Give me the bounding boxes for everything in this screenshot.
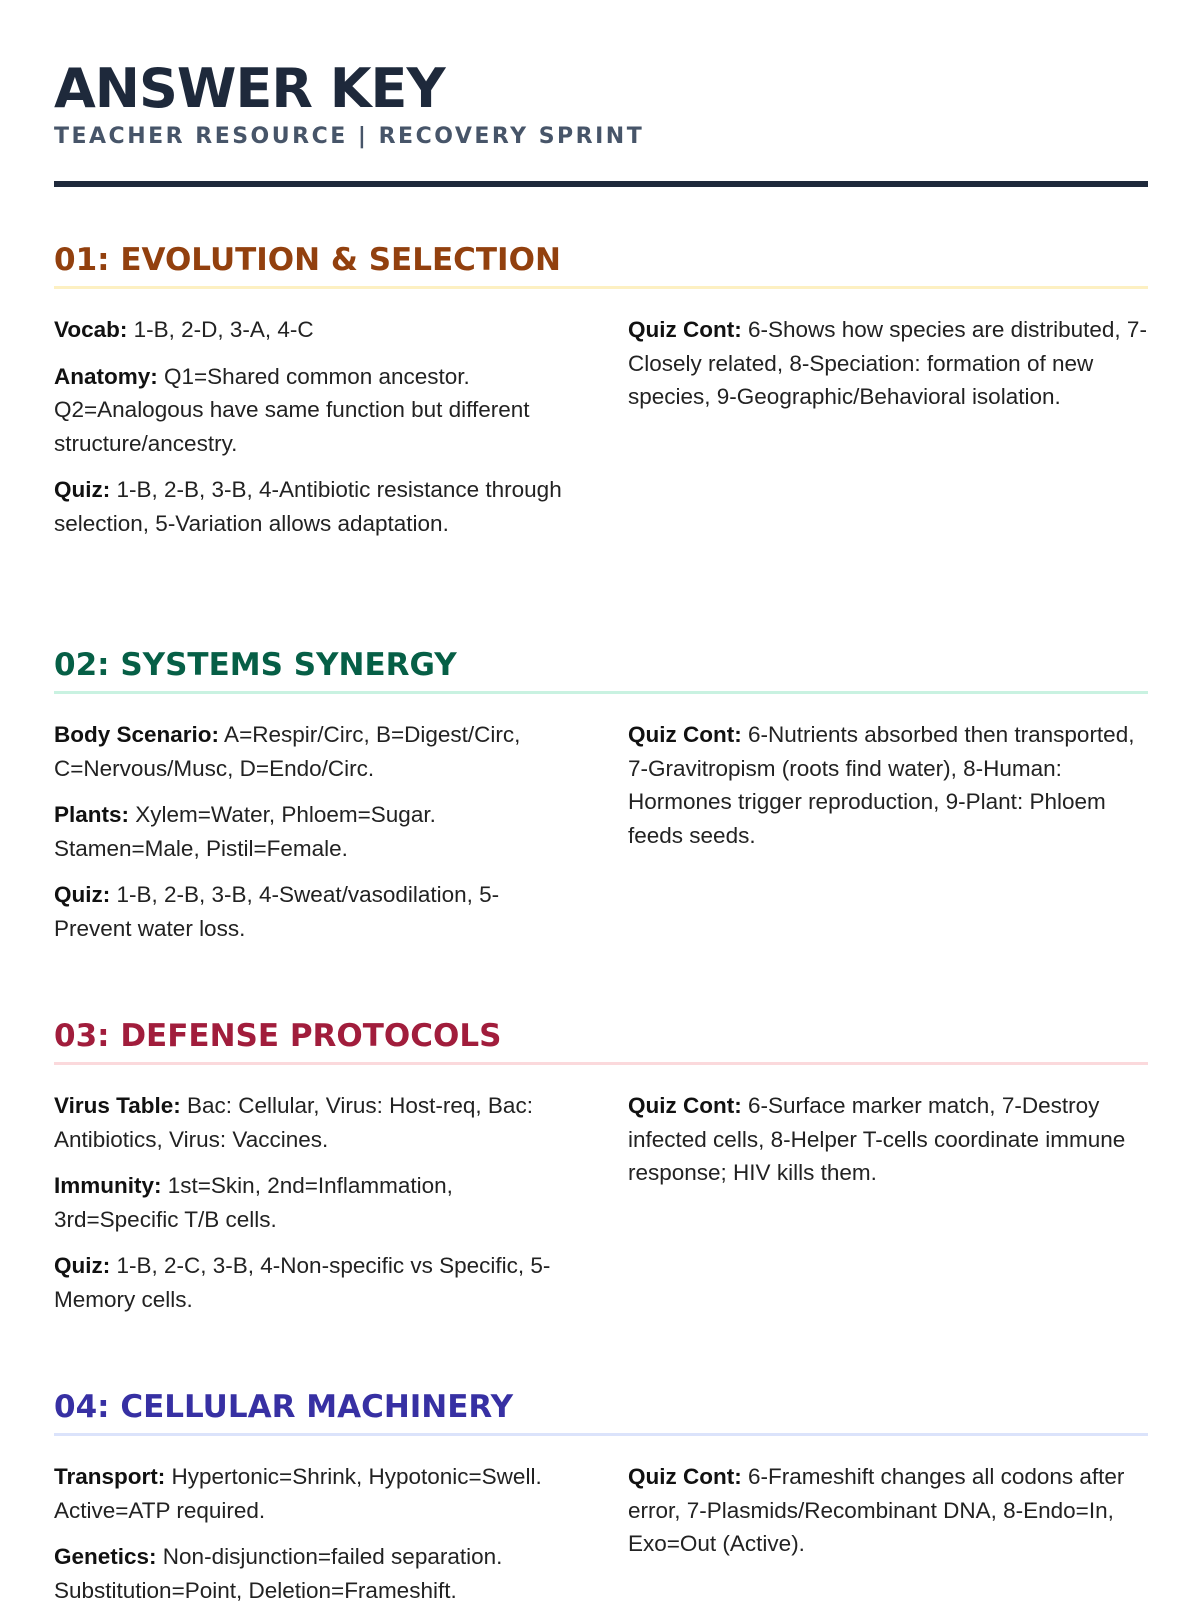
- answer-label: Quiz Cont:: [628, 1464, 742, 1489]
- page-title: ANSWER KEY: [54, 57, 445, 120]
- section-heading: 01: EVOLUTION & SELECTION: [54, 240, 1148, 289]
- answer-text: Q1=Shared common ancestor. Q2=Analogous have same function but different structure/ancestry.: [54, 363, 530, 456]
- answer-label: Plants:: [54, 802, 130, 827]
- answer-quiz-cont: [628, 313, 1148, 414]
- section-right-column: [628, 718, 1148, 865]
- answer-text: 6-Surface marker match, 7-Destroy infected cells, 8-Helper T-cells coordinate immune response; HIV kills them.: [628, 1093, 1126, 1185]
- answer-text: 1-B, 2-C, 3-B, 4-Non-specific vs Specific, 5-Memory cells.: [54, 1253, 551, 1312]
- answer-quiz-cont: [628, 1460, 1148, 1561]
- section-systems-synergy: [54, 645, 1148, 941]
- section-left-column: [54, 1089, 574, 1329]
- section-right-column: [628, 1089, 1148, 1203]
- answer-label: Quiz:: [54, 1253, 111, 1278]
- answer-label: Immunity:: [54, 1173, 162, 1198]
- answer-text: Non-disjunction=failed separation. Substitution=Point, Deletion=Frameshift.: [54, 1544, 503, 1603]
- section-right-column: [628, 313, 1148, 427]
- section-right-column: [628, 1460, 1148, 1574]
- answer-genetics: [54, 1540, 574, 1607]
- answer-text: Hypertonic=Shrink, Hypotonic=Swell. Active=ATP required.: [54, 1464, 542, 1523]
- answer-label: Transport:: [54, 1464, 166, 1489]
- answer-quiz: [54, 473, 574, 540]
- section-left-column: [54, 1460, 574, 1620]
- section-heading: 02: SYSTEMS SYNERGY: [54, 645, 1148, 694]
- answer-anatomy: [54, 360, 574, 461]
- answer-label: Anatomy:: [54, 363, 158, 389]
- answer-label: Quiz Cont:: [628, 722, 742, 747]
- header-divider: [54, 181, 1148, 187]
- answer-label: Quiz Cont:: [628, 317, 742, 342]
- section-evolution-selection: [54, 240, 1148, 536]
- answer-text: 6-Nutrients absorbed then transported, 7-Gravitropism (roots find water), 8-Human: Hormones trigger reproduction, 9-Plant: Phloem feeds seeds.: [628, 722, 1135, 848]
- answer-quiz-cont: [628, 1089, 1148, 1190]
- answer-label: Virus Table:: [54, 1093, 181, 1118]
- answer-label: Genetics:: [54, 1544, 157, 1569]
- answer-virus-table: [54, 1089, 574, 1156]
- answer-quiz: [54, 878, 574, 945]
- answer-vocab: [54, 313, 574, 347]
- answer-text: A=Respir/Circ, B=Digest/Circ, C=Nervous/Musc, D=Endo/Circ.: [54, 722, 521, 781]
- section-defense-protocols: [54, 1016, 1148, 1312]
- answer-label: Body Scenario:: [54, 722, 220, 747]
- answer-text: Bac: Cellular, Virus: Host-req, Bac: Antibiotics, Virus: Vaccines.: [54, 1093, 533, 1152]
- answer-text: 1-B, 2-D, 3-A, 4-C: [127, 317, 314, 342]
- section-heading: 04: CELLULAR MACHINERY: [54, 1387, 1148, 1436]
- answer-label: Quiz:: [54, 882, 111, 907]
- section-left-column: [54, 718, 574, 958]
- answer-text: 1-B, 2-B, 3-B, 4-Antibiotic resistance through selection, 5-Variation allows adaptation.: [54, 477, 562, 536]
- answer-text: 6-Shows how species are distributed, 7-Closely related, 8-Speciation: formation of new species, 9-Geographic/Behavioral isolation.: [628, 317, 1147, 409]
- answer-label: Quiz Cont:: [628, 1093, 742, 1118]
- answer-text: 6-Frameshift changes all codons after error, 7-Plasmids/Recombinant DNA, 8-Endo=In, Exo=Out (Active).: [628, 1464, 1125, 1556]
- answer-quiz: [54, 1249, 574, 1316]
- section-cellular-machinery: [54, 1387, 1148, 1603]
- answer-body-scenario: [54, 718, 574, 785]
- answer-quiz-cont: [628, 718, 1148, 852]
- section-left-column: [54, 313, 574, 553]
- section-heading: 03: DEFENSE PROTOCOLS: [54, 1016, 1148, 1065]
- answer-plants: [54, 798, 574, 865]
- answer-label: Quiz:: [54, 477, 111, 502]
- answer-transport: [54, 1460, 574, 1527]
- page-subtitle: TEACHER RESOURCE | RECOVERY SPRINT: [54, 124, 645, 149]
- answer-text: Xylem=Water, Phloem=Sugar. Stamen=Male, Pistil=Female.: [54, 802, 436, 861]
- answer-text: 1st=Skin, 2nd=Inflammation, 3rd=Specific T/B cells.: [54, 1173, 453, 1232]
- answer-immunity: [54, 1169, 574, 1236]
- answer-label: Vocab:: [54, 317, 128, 342]
- answer-text: 1-B, 2-B, 3-B, 4-Sweat/vasodilation, 5-Prevent water loss.: [54, 882, 500, 941]
